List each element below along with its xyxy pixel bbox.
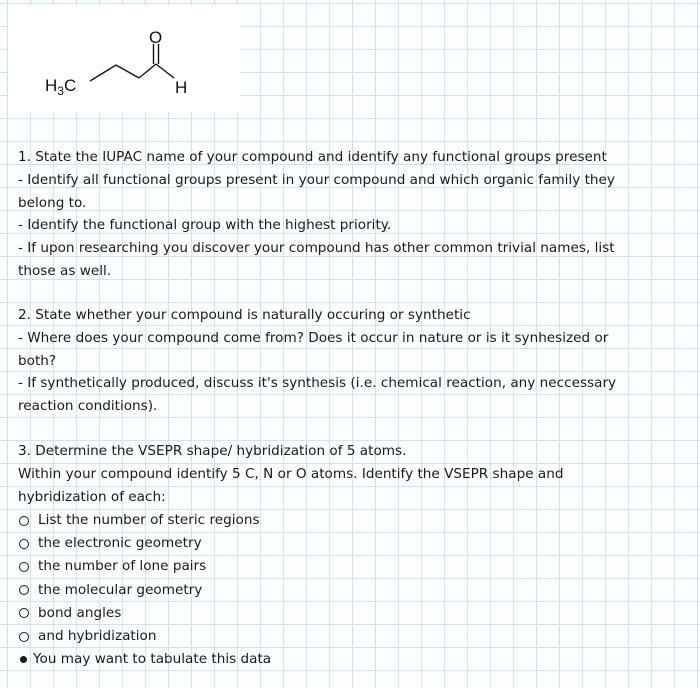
hydrogen-label: H [175,78,188,97]
oxygen-label: O [149,28,163,47]
propanal-structure [8,6,240,112]
dot-bullet-icon [20,656,27,663]
question-1-line: those as well. [18,262,112,279]
list-item [18,602,271,625]
list-item-text: the number of lone pairs [38,558,207,575]
question-3 [18,440,563,508]
methyl-label: $H_3C$ [45,76,77,98]
list-item-text: bond angles [38,604,122,621]
circle-bullet-icon [19,608,29,618]
circle-bullet-icon [19,585,29,595]
list-item [18,555,271,578]
list-item [18,625,271,648]
question-1-title: 1. State the IUPAC name of your compound and identify any functional groups present [18,149,607,165]
question-2-title: 2. State whether your compound is naturally occuring or synthetic [18,307,471,323]
question-3-list [18,509,271,671]
list-item-text: List the number of steric regions [38,512,260,528]
list-item [18,532,271,555]
question-2-line: - If synthetically produced, discuss it's synthesis (i.e. chemical reaction, any neccessary [18,375,617,392]
structure-diagram [8,6,240,112]
bond-c2-c3 [116,65,139,78]
question-2 [18,304,616,418]
list-item-text: the molecular geometry [38,581,203,598]
bond-c4-h [156,64,174,78]
question-1-line: - Identify all functional groups present in your compound and which organic family they [18,171,615,188]
note-item [18,648,271,671]
question-1-line: - If upon researching you discover your compound has other common trivial names, list [18,240,615,257]
question-1-line: belong to. [18,194,87,211]
question-1-line: - Identify the functional group with the highest priority. [18,217,392,234]
question-3-line: hybridization of each: [18,488,166,505]
circle-bullet-icon [19,632,29,642]
question-1 [18,146,615,283]
list-item [18,509,271,532]
note-text: You may want to tabulate this data [33,651,272,668]
question-2-line: reaction conditions). [18,398,158,415]
question-2-line: - Where does your compound come from? Does it occur in nature or is it synhesized or [18,329,609,346]
list-item-text: and hybridization [38,628,157,645]
bond-c3-c4 [139,64,156,78]
list-item-text: the electronic geometry [38,535,202,552]
circle-bullet-icon [19,516,29,526]
question-3-title: 3. Determine the VSEPR shape/ hybridization of 5 atoms. [18,443,407,459]
question-2-line: both? [18,352,57,369]
list-item [18,579,271,602]
question-3-line: Within your compound identify 5 C, N or O atoms. Identify the VSEPR shape and [18,465,564,482]
circle-bullet-icon [19,562,29,572]
bond-c1-c2 [90,65,116,81]
circle-bullet-icon [19,539,29,549]
